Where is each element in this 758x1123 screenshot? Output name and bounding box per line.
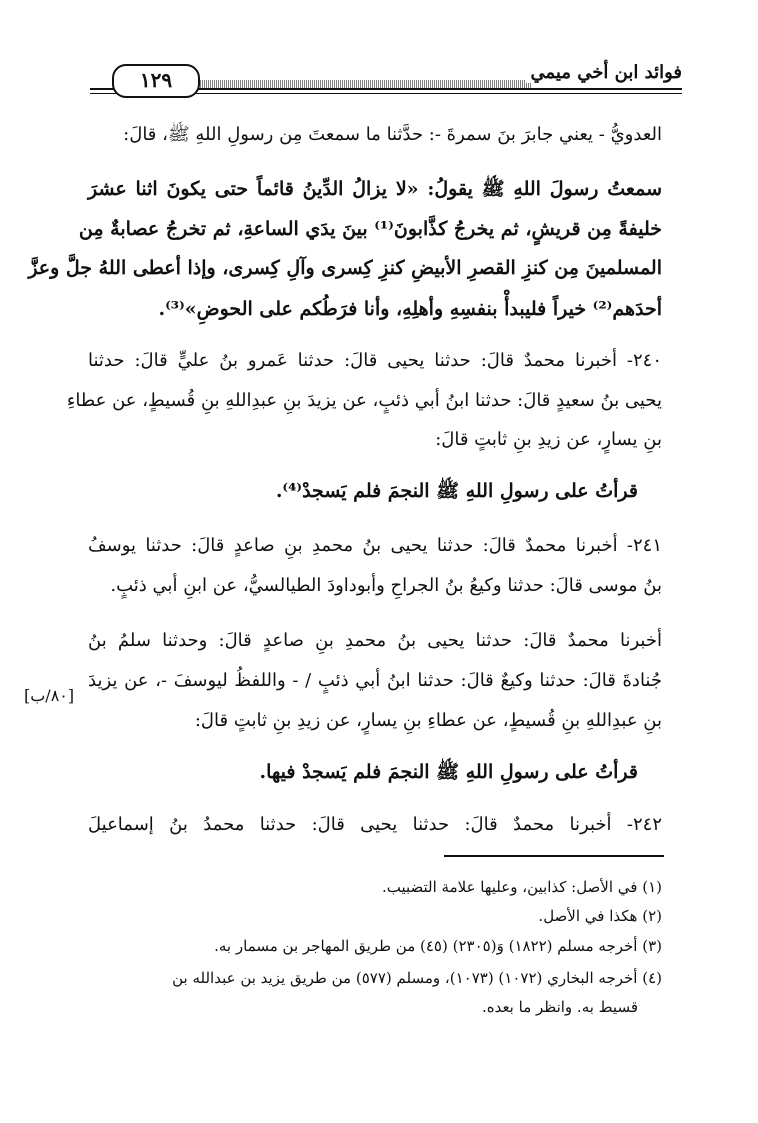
hadith-line: أحدَهم⁽²⁾ خيراً فليبدأْ بنفسِهِ وأهلِهِ، وأنا فرَطُكم على الحوضِ»⁽³⁾.	[158, 298, 662, 320]
footnote-separator	[444, 855, 664, 857]
running-header	[90, 60, 682, 100]
text-line: بنُ موسى قالَ: حدثنا وكيعُ بنُ الجراحِ وأبوداودَ الطيالسيُّ، عن ابنِ أبي ذئبٍ.	[110, 575, 662, 596]
footnote: (٢) هكذا في الأصل.	[538, 907, 662, 925]
text-line: بنِ عبدِاللهِ بنِ قُسيطٍ، عن عطاءِ بنِ يسارٍ، عن زيدِ بنِ ثابتٍ قالَ:	[194, 710, 662, 731]
text-line: بنِ يسارٍ، عن زيدِ بنِ ثابتٍ قالَ:	[435, 429, 662, 450]
text-line: ٢٤٢- أخبرنا محمدٌ قالَ: حدثنا يحيى قالَ: حدثنا محمدُ بنُ إسماعيلَ	[88, 814, 662, 835]
page-number: ١٢٩	[112, 64, 200, 98]
header-ornament	[200, 80, 532, 88]
footnote: قسيط به. وانظر ما بعده.	[481, 998, 638, 1016]
text-line: ٢٤١- أخبرنا محمدٌ قالَ: حدثنا يحيى بنُ محمدِ بنِ صاعدٍ قالَ: حدثنا يوسفُ	[88, 535, 662, 556]
footnote: (٤) أخرجه البخاري (١٠٧٢) (١٠٧٣)، ومسلم (٥٧٧) من طريق يزيد بن عبدالله بن	[172, 969, 662, 987]
hadith-line: المسلمينَ مِن كنزِ القصرِ الأبيضِ كنزِ كِسرى وآلِ كِسرى، وإذا أعطى اللهُ جلَّ وعزَّ	[28, 257, 662, 279]
text-line: أخبرنا محمدٌ قالَ: حدثنا يحيى بنُ محمدِ بنِ صاعدٍ قالَ: وحدثنا سلمُ بنُ	[88, 630, 662, 651]
text-line: جُنادةَ قالَ: حدثنا وكيعٌ قالَ: حدثنا ابنُ أبي ذئبٍ / - واللفظُ ليوسفَ -، عن يزيدَ	[88, 670, 662, 691]
hadith-line: سمعتُ رسولَ اللهِ ﷺ يقولُ: «لا يزالُ الدِّينُ قائماً حتى يكونَ اثنا عشرَ	[88, 178, 662, 200]
text-line: العدويُّ - يعني جابرَ بنَ سمرةَ -: حدَّثنا ما سمعتَ مِن رسولِ اللهِ ﷺ، قالَ:	[123, 124, 662, 145]
footnote: (١) في الأصل: كذابين، وعليها علامة التضبيب.	[381, 878, 662, 896]
text-line: ٢٤٠- أخبرنا محمدٌ قالَ: حدثنا يحيى قالَ: حدثنا عَمرو بنُ عليٍّ قالَ: حدثنا	[88, 350, 662, 371]
hadith-line: خليفةً مِن قريشٍ، ثم يخرجُ كذَّابونَ⁽¹⁾ بينَ يدَي الساعةِ، ثم تخرجُ عصابةٌ مِن	[78, 218, 662, 240]
hadith-line: قرأتُ على رسولِ اللهِ ﷺ النجمَ فلم يَسجدْ⁽⁴⁾.	[275, 480, 638, 502]
book-title: فوائد ابن أخي ميمي	[525, 62, 683, 83]
text-line: يحيى بنُ سعيدٍ قالَ: حدثنا ابنُ أبي ذئبٍ، عن يزيدَ بنِ عبدِاللهِ بنِ قُسيطٍ، عن عطاءِ	[66, 390, 662, 411]
manuscript-folio-ref: [٨٠/ب]	[24, 686, 75, 705]
hadith-line: قرأتُ على رسولِ اللهِ ﷺ النجمَ فلم يَسجدْ فيها.	[259, 761, 638, 783]
footnote: (٣) أخرجه مسلم (١٨٢٢) وَ(٢٣٠٥) (٤٥) من طريق المهاجر بن مسمار به.	[214, 937, 662, 955]
